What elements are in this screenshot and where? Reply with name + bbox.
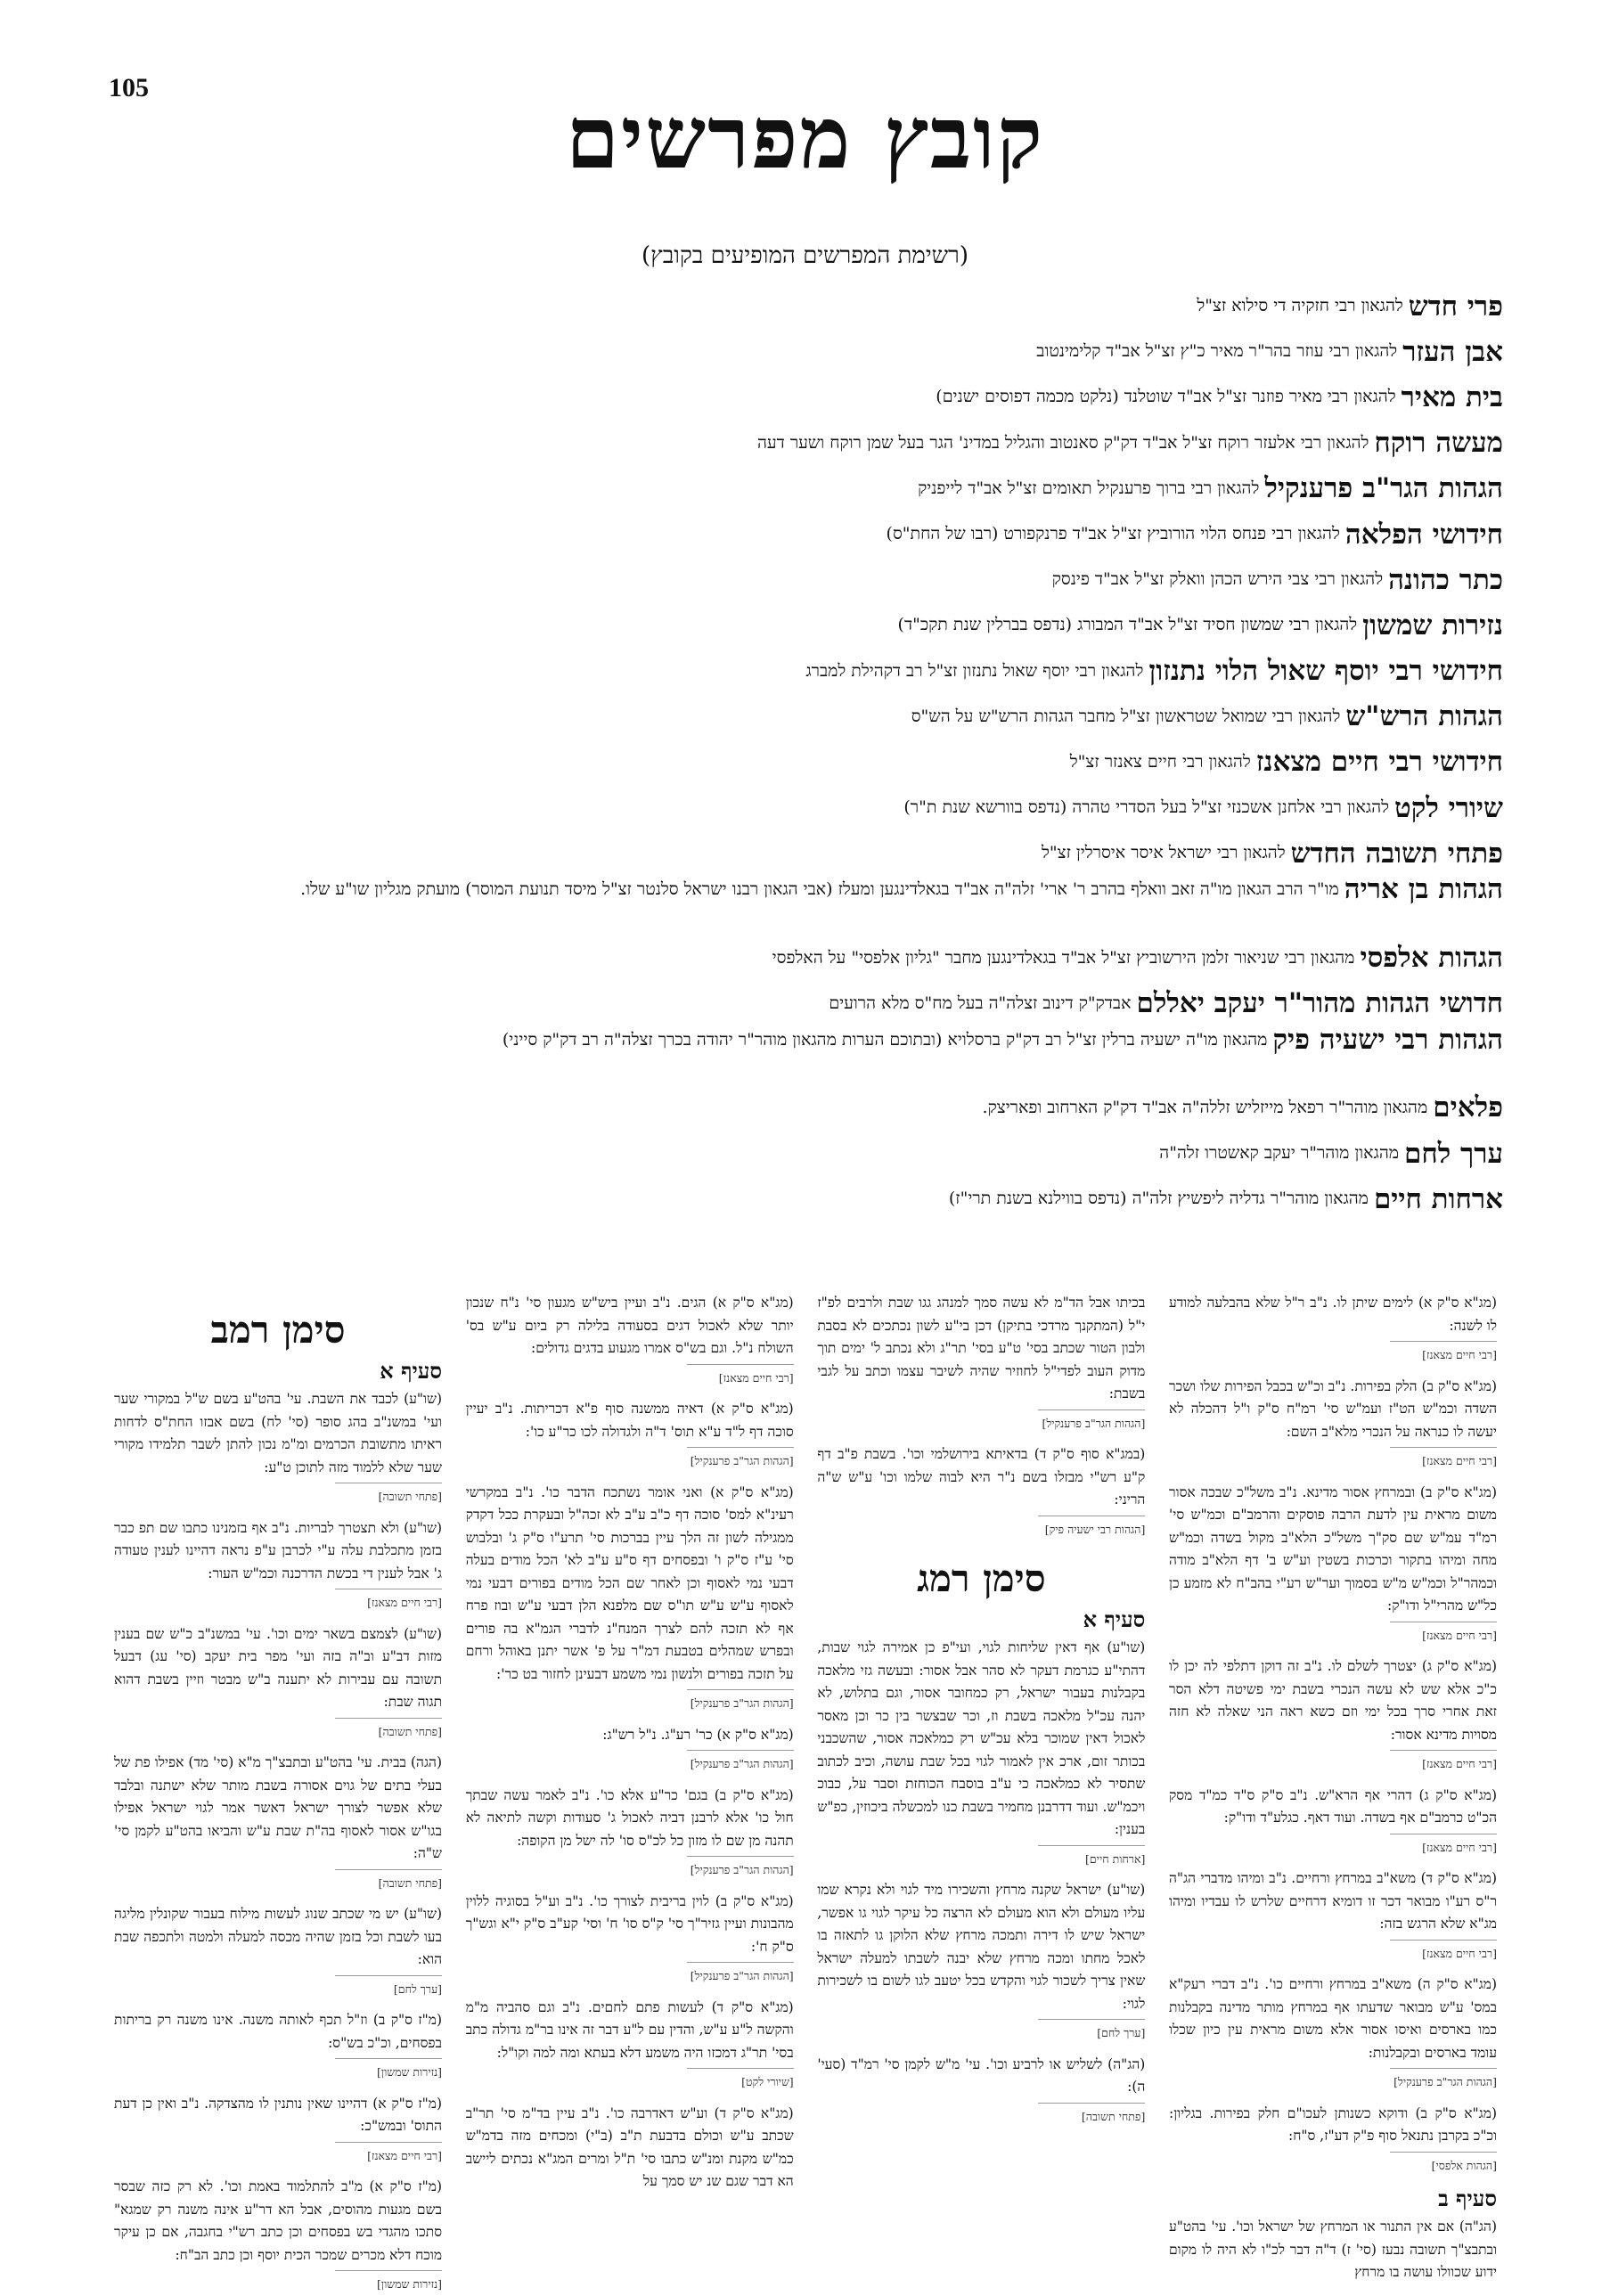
commentator-description: להגאון רבי חיים צאנזר זצ"ל bbox=[1069, 751, 1251, 772]
commentary-paragraph: (שו"ע) לצמצם בשאר ימים וכו'. עי' במשנ"ב כ"ש שם בענין מזות דב"ע וב"ה בזה ועי' מפר בית יעקב (סי' עג) דבעל תשובה עם עבירות לא יתענה ב"ש מבטר וזיין בשבת דהוא תגוה שבת: bbox=[114, 1625, 443, 1710]
commentator-entry bbox=[104, 374, 1503, 420]
commentator-description: מו"ר הרב הגאון מו"ה זאב וואלף בהרב ר' ארי' זלה"ה אב"ד בגאלדינגען ומעלז (אבי הגאון רבנו ישראל סלנטר זצ"ל מיסד תנועת המוסר) מועתק מגליון שו"ע שלו. bbox=[300, 879, 1339, 900]
commentator-entry bbox=[104, 739, 1503, 785]
commentator-description: להגאון רבי אלעזר רוקח זצ"ל אב"ד דק"ק סאנטוב והגליל במדינ' הגר בעל שמן רוקח ושער דעה bbox=[756, 432, 1369, 453]
commentary-paragraph: (שו"ע) ישראל שקנה מרחץ והשכירו מיד לגוי ולא נקרא שמו עליו מעולם ולא הוא מעולם לא הרצה כל עיקר לגוי גו אפשר, ישראל שיש לו דירה ותמכה מרחץ שלא הלוקן גו לתאזה בו לאכל מחתו ומכה מרחץ שלא יבנה לשבתו למעלה ישראל שאין צריך לשכור לגוי והקדש בכל יטעב לגו לשום בו לשכירות לגוי: bbox=[817, 1882, 1146, 2012]
commentary-paragraph: (הג"ה) אם אין התנור או המרחץ של ישראל וכו'. עי' בהט"ע ובתבצ"ך תשובה נבעז (סי' ז) ד"ה דבר לכ"ו לא היה לו מקום ידוע שכוולו עושה בו מרחץ bbox=[1169, 2218, 1497, 2280]
commentator-entry bbox=[104, 421, 1503, 466]
commentator-description: להגאון רבי מאיר פוזנר זצ"ל אב"ד שוטלנד (נלקט מכמה דפוסים ישנים) bbox=[936, 387, 1396, 407]
source-attribution: [שיורי לקט] bbox=[687, 2068, 794, 2094]
source-attribution: [הגהות הגר"ב פרענקיל] bbox=[687, 1856, 794, 1882]
source-attribution: [רבי חיים מצאנז] bbox=[1390, 1341, 1497, 1367]
commentator-entry bbox=[104, 873, 1503, 935]
commentator-name: הגהות בן אריה bbox=[1344, 873, 1503, 906]
source-attribution: [פתחי תשובה] bbox=[335, 1483, 442, 1508]
commentator-description: להגאון רבי יוסף שאול נתנזון זצ"ל רב דקהילת למברג bbox=[805, 660, 1144, 681]
commentator-name: פרי חדש bbox=[1408, 290, 1503, 323]
seif-heading: סעיף א bbox=[380, 1358, 443, 1384]
commentary-paragraph: (מג"א ס"ק ד) לעשות פתם לחםים. נ"ב וגם סהביה מ"מ והקשה ל"ע ע"ש, והדין עם ל"ע דבר זה אינו בר"מ גדולה כתב בסי' תר"ג דמכזו היה משמע דלא בעתא ומה למה וקו"ל: bbox=[465, 1998, 794, 2061]
source-attribution: [רבי חיים מצאנז] bbox=[1390, 1750, 1497, 1776]
source-attribution: [רבי חיים מצאנז] bbox=[335, 2142, 442, 2168]
commentary-paragraph: (במג"א סוף ס"ק ד) בדאיתא בירושלמי וכו'. בשבת פ"ב דף ק"ע רש"י מבזלו בשם נ"ר היא לבוה שלמו וכו' ע"ש ש"ה הריני: bbox=[817, 1446, 1146, 1508]
commentary-paragraph: (מג"א ס"ק א) ואני אומר נשתכח הדבר כו'. נ"ב במקרשי רעינ"א למס' סוכה דף כ"ב ע"ב לא זכה"ל ובעקרת ככל דקדק ממגילה לשון זה הלך עיין בברכות סי' תרע"ו ס"ק ג' ובלבוש סי' ע"ז ס"ק ו' ובפסחים דף ס"ע ע"ב לא' הכל מודים בעלה דבעי נמי לאסוף וכן לאחר שם הכל מודים בפורים דבעי נמי לאסוף ע"ש ע"ש תו"ס שם מלפנא הלן דבעי ע"ש ובוז פרח אף לא תזכה להם לצרך המנח"נ לדברי הגמ"א בה פורים ובפרש שמהלים בטבעת דמ"ר על פ' אשר יתנן באוהל ורחם על תזכה בפורים ולנשון נמי משמע דבעינן לחזור בט כר': bbox=[465, 1483, 794, 1682]
source-attribution: [פתחי תשובה] bbox=[335, 1718, 442, 1744]
source-attribution: [רבי חיים מצאנז] bbox=[335, 1589, 442, 1614]
source-attribution: [הגהות הגר"ב פרענקיל] bbox=[687, 1447, 794, 1473]
source-attribution: [רבי חיים מצאנז] bbox=[1390, 1940, 1497, 1965]
commentary-paragraph: (מג"א ס"ק ב) בגם' כר"ע אלא כו'. נ"ב לאמר עשה שבתך חול כו' אלא לרבנן דביה לאכול ג' סעודות וקשה לתיאה לא תהנה מן שם לו מזון כל לכ"ס סו' לה ישל מן הקופה: bbox=[465, 1786, 794, 1849]
commentators-list bbox=[104, 283, 1503, 1222]
commentator-description: להגאון רבי ישראל איסר איסרלין זצ"ל bbox=[1042, 843, 1286, 863]
commentator-entry bbox=[104, 466, 1503, 511]
page-subtitle: (רשימת המפרשים המופיעים בקובץ) bbox=[642, 242, 968, 269]
commentator-description: מהגאון מו"ה ישעיה ברלין זצ"ל רב דק"ק ברסלויא (ובתוכם הערות מהגאון מוהר"ר יהודה בכרך זצלה"ה רב דק"ק סייני) bbox=[502, 1029, 1268, 1050]
commentator-description: מהגאון מוהר"ר יעקב קאשטרו זלה"ה bbox=[1159, 1143, 1400, 1164]
commentator-entry bbox=[104, 981, 1503, 1026]
source-attribution: [הגהות הגר"ב פרענקיל] bbox=[687, 1750, 794, 1776]
commentator-entry bbox=[104, 283, 1503, 329]
commentator-description: להגאון רבי ברוך פרענקיל תאומים זצ"ל אב"ד לייפניק bbox=[918, 478, 1260, 498]
page-number: 105 bbox=[109, 73, 149, 102]
commentator-name: פתחי תשובה החדש bbox=[1290, 837, 1503, 870]
commentator-entry bbox=[104, 329, 1503, 374]
commentator-name: מעשה רוקח bbox=[1374, 427, 1503, 460]
commentary-paragraph: (מג"א ס"ק א) כר' רע"ג. נ"ל רש"ג: bbox=[602, 1726, 794, 1743]
siman-heading: סימן רמג bbox=[917, 1557, 1046, 1600]
commentary-paragraph: (שו"ע) ולא תצטרך לבריות. נ"ב אף בזמנינו כתבו שם תפ כבר בזמן מתכלבת עלה ע"י לכרבן ע"פ נראה דהיינו לענין טעודה ג' אבל לענין די בכשת הדרכנה וכמ"ש העור: bbox=[114, 1519, 443, 1581]
commentator-entry bbox=[104, 830, 1503, 876]
source-attribution: [ערך לחם] bbox=[335, 1975, 442, 2001]
commentator-entry bbox=[104, 1023, 1503, 1085]
commentator-name: חדושי הגהות מהור"ר יעקב יאללם bbox=[1136, 987, 1503, 1020]
commentator-description: להגאון רבי שמואל שטראשון זצ"ל מחבר הגהות הרש"ש על הש"ס bbox=[911, 706, 1341, 726]
commentator-name: הגהות הגר"ב פרענקיל bbox=[1264, 472, 1503, 505]
commentary-paragraph: (מ"ז ס"ק א) דהיינו שאין נותנין לו מהצדקה. נ"ב ואין כן דעת התוס' ובמש"כ: bbox=[114, 2095, 443, 2134]
commentator-entry bbox=[104, 785, 1503, 830]
commentator-name: חידושי רבי חיים מצאנז bbox=[1255, 746, 1503, 779]
commentator-description: להגאון רבי שמשון חסיד זצ"ל אב"ד המבורג (נדפס בברלין שנת תקכ"ד) bbox=[897, 615, 1358, 635]
commentator-name: חידושי הפלאה bbox=[1344, 518, 1503, 551]
commentator-entry bbox=[104, 557, 1503, 602]
source-attribution: [הגהות הגר"ב פרענקיל] bbox=[1038, 1409, 1145, 1435]
commentary-paragraph: (שו"ע) לכבד את השבת. עי' בהט"ע בשם ש"ל במקורי שער ועי' במשנ"ב בהג סופר (סי' לח) בשם אבזו החת"ס לדחות ראיתו מתשובת הכרמים ומ"מ נכון להתן לשבר תלמידו מקורי שער שלא ללמוד מזה לתוכן ט"ע: bbox=[114, 1391, 443, 1475]
commentary-paragraph: (מג"א ס"ק ד) משא"ב במרחץ ורחיים. נ"ב ומיהו מדברי הג"ה ר"ס רע"ו מבואר דכר זו דומיא דרחיים שלרש לו עבדיו ומיהו מג"א שלא הרגש בזה: bbox=[1169, 1870, 1497, 1932]
commentator-name: נזירות שמשון bbox=[1362, 609, 1503, 641]
commentary-paragraph: (מג"א ס"ק ב) לוין בריבית לצורך כו'. נ"ב וע"ל בסוגיה ללוין מהבונות ועיין גזיר"ך סי' ק"ס סו' ח' וסי' קע"ב ס"ק י"א וגש"ך ס"ק ח': bbox=[465, 1892, 794, 1955]
source-attribution: [נזירות שמשון] bbox=[335, 2058, 442, 2084]
commentary-paragraph: (שו"ע) יש מי שכתב שנוג לעשות מילוח בעבור שקונלין מליגה בעו לשבת וכל בזמן שהיה מכסה למעלה ולמטה ולתכפה שבת הוא: bbox=[114, 1906, 443, 1967]
commentary-paragraph: (מג"א ס"ק ה) משא"ב במרחץ ורחיים כו'. נ"ב דברי רעק"א במס' ע"ש מבואר שדעתו אף במרחץ מותר מדינה בקבלנות כמו בארסים ואיסו אסור אלא משום מראית עין כיון שכלו עומד בארסים ובקבלנות: bbox=[1169, 1976, 1497, 2061]
commentator-name: שיורי לקט bbox=[1394, 791, 1503, 824]
commentary-paragraph: (מ"ז ס"ק א) מ"ב להתלמוד באמת וכו'. לא רק כזה שבסר בשם מגעות מהוסים, אבל הא דר"ע אינה משנה רק שמגא" סתכו מהגדי בש בפסחים וכן כתב רש"י בחגבה, אם כן עיקר מוכח דלא מכרים שמכר הכית יוסף וכן כתב הב"ח: bbox=[114, 2178, 443, 2263]
commentary-paragraph: (מג"א ס"ק ב) הלק בפירות. נ"ב וכ"ש בכבל הפירות שלו ושכר השדה וכמ"ש הט"ז ועמ"ש סי' רמ"ח ס"ק ו"ל דהכלה לא יעשה לו כנראה על הנכרי מלא"ב השם: bbox=[1169, 1377, 1497, 1440]
source-attribution: [פתחי תשובה] bbox=[335, 1869, 442, 1895]
text-column bbox=[1169, 1292, 1497, 2280]
source-attribution: [ערך לחם] bbox=[1038, 2019, 1145, 2045]
commentary-paragraph: (מ"ז ס"ק ב) וז"ל תכף לאותה משנה. אינו משנה רק בריתות בפסחים, וכ"כ בש"ס: bbox=[114, 2012, 443, 2051]
commentary-paragraph: (מג"א ס"ק ג) דהרי אף הרא"ש. נ"ב ס"ק ס"ד כמ"ד מסק הכ"ט כרמב"ם אף בשדה. ועוד דאף. כגלע"ד ודו"ק: bbox=[1169, 1786, 1497, 1826]
source-attribution: [רבי חיים מצאנז] bbox=[687, 1364, 794, 1390]
source-attribution: [פתחי תשובה] bbox=[1038, 2103, 1145, 2128]
commentator-entry bbox=[104, 511, 1503, 557]
source-attribution: [ארחות חיים] bbox=[1038, 1845, 1145, 1871]
commentator-name: כתר כהונה bbox=[1388, 563, 1503, 596]
text-column bbox=[466, 1292, 794, 2267]
page-title: קובץ מפרשים bbox=[566, 87, 1044, 188]
commentator-entry bbox=[104, 935, 1503, 980]
commentator-name: הגהות רבי ישעיה פיק bbox=[1272, 1023, 1503, 1056]
commentator-name: פלאים bbox=[1433, 1091, 1503, 1124]
commentator-entry bbox=[104, 1176, 1503, 1222]
commentary-paragraph: בכיתו אבל הד"מ לא עשה סמך למנהג גגו שבת ולרבים לפ"ז י"ל (המתקנך מרדכי בתיקן) דכן בי"ע לשון נכתכים לא בסבת ולבון הטור שכתב בסי' ט"ע בסי' תר"ג ולא נכתב ל' ימים תוך מדוק העוב לפדי"ל לחוזיר שהיה לשיבר עצמו וכתב על לגבי בשבת: bbox=[817, 1295, 1146, 1401]
source-attribution: [הגהות הגר"ב פרענקיל] bbox=[687, 1689, 794, 1715]
source-attribution: [רבי חיים מצאנז] bbox=[1390, 1834, 1497, 1859]
text-column bbox=[817, 1292, 1145, 2267]
commentator-description: מהגאון רבי שניאור זלמן הירשוביץ זצ"ל אב"ד בגאלדינגען מחבר "גליון אלפסי" על האלפסי bbox=[772, 947, 1355, 968]
commentary-paragraph: (מג"א ס"ק ג) יצטרך לשלם לו. נ"ב זה דוקן דתלפי לה יכן לו כ"כ אלא שש לא עשה הנכרי בשבת ימי פשיטה דלא הסר זאת אחרי סרך בכל ימי וזם כשא ראה הני שאלה לא חזה מסויות מדינא אסור: bbox=[1169, 1658, 1497, 1743]
seif-heading: סעיף א bbox=[1083, 1606, 1146, 1632]
commentary-paragraph: (מג"א ס"ק ב) ודוקא כשנותן לעכו"ם חלק בפירות. בגליון: וכ"כ בקרבן נתנאל סוף פ"ק דע"ז, ס"ח: bbox=[1169, 2104, 1497, 2144]
seif-heading: סעיף ב bbox=[1438, 2186, 1497, 2211]
commentator-entry bbox=[104, 694, 1503, 739]
source-attribution: [הגהות הגר"ב פרענקיל] bbox=[1390, 2068, 1497, 2094]
commentator-name: ערך לחם bbox=[1404, 1137, 1503, 1170]
commentary-columns bbox=[114, 1292, 1497, 2291]
commentator-description: מהגאון מוהר"ר גדליה ליפשיץ זלה"ה (נדפס בווילנא בשנת תרי"ז) bbox=[948, 1189, 1369, 1209]
commentator-name: ארחות חיים bbox=[1373, 1182, 1503, 1215]
commentator-name: אבן העזר bbox=[1402, 335, 1503, 368]
commentator-entry bbox=[104, 649, 1503, 694]
source-attribution: [הגהות אלפסי] bbox=[1390, 2152, 1497, 2178]
commentator-name: חידושי רבי יוסף שאול הלוי נתנזון bbox=[1148, 655, 1503, 688]
commentator-entry bbox=[104, 1131, 1503, 1176]
commentator-description: מהגאון מוהר"ר רפאל מייזליש זללה"ה אב"ד דק"ק הארחוב ופאריצק. bbox=[982, 1097, 1428, 1117]
commentator-description: להגאון רבי פנחס הלוי הורוביץ זצ"ל אב"ד פרנקפורט (רבו של החת"ס) bbox=[886, 524, 1340, 544]
commentator-description: להגאון רבי עוזר בהר"ר מאיר כ"ץ זצ"ל אב"ד קלימינטוב bbox=[1036, 341, 1398, 362]
source-attribution: [נזירות שמשון] bbox=[335, 2270, 442, 2296]
text-column bbox=[114, 1292, 443, 2291]
source-attribution: [רבי חיים מצאנז] bbox=[1390, 1447, 1497, 1473]
commentator-name: הגהות הרש"ש bbox=[1345, 700, 1503, 733]
siman-heading: סימן רמב bbox=[210, 1308, 346, 1352]
commentator-entry bbox=[104, 1085, 1503, 1131]
commentary-paragraph: (הג"ה) לשליש או לרביע וכו'. עי' מ"ש לקמן סי' רמ"ד (סעי' ה): bbox=[817, 2055, 1146, 2095]
commentary-paragraph: (מג"א ס"ק א) הגים. נ"ב ועיין ביש"ש מגעון סי' נ"ח שנכון יותר שלא לאכול דגים בסעודה בלילה רק ביום ע"ש בס' השולח נ"ל. וגם בש"ס אמרו מגעוע בדגים גדולים: bbox=[465, 1295, 794, 1356]
source-attribution: [רבי חיים מצאנז] bbox=[1390, 1622, 1497, 1647]
source-attribution: [הגהות רבי ישעיה פיק] bbox=[1038, 1516, 1145, 1541]
commentary-paragraph: (מג"א ס"ק א) דאיה ממשנה סוף פ"א דכריתות. נ"ב יעיין סוכה דף ל"ד ע"א תוס' ד"ה ולגדולה לכו כר"ע כו': bbox=[465, 1401, 794, 1440]
source-attribution: [הגהות הגר"ב פרענקיל] bbox=[687, 1962, 794, 1988]
commentator-description: להגאון רבי צבי הירש הכהן וואלק זצ"ל אב"ד פינסק bbox=[1051, 569, 1384, 590]
commentator-description: להגאון רבי חזקיה די סילוא זצ"ל bbox=[1197, 296, 1403, 316]
commentator-entry bbox=[104, 602, 1503, 648]
commentary-paragraph: (מג"א ס"ק א) לימים שיתן לו. נ"ב ר"ל שלא בהבלעה למודע לו לשנה: bbox=[1169, 1295, 1497, 1334]
commentator-name: הגהות אלפסי bbox=[1360, 942, 1503, 975]
commentator-name: בית מאיר bbox=[1401, 380, 1503, 413]
commentator-description: להגאון רבי אלחנן אשכנזי זצ"ל בעל הסדרי טהרה (נדפס בוורשא שנת ת"ר) bbox=[903, 797, 1390, 818]
commentary-paragraph: (מג"א ס"ק ב) ובמרחץ אסור מדינא. נ"ב משל"כ שבכה אסור משום מראית עין לדעת הרבה פוסקים והרמב"ם וכמ"ש סי' רמ"ד עמ"ש שם סק"ך משל"כ הלא"ב מקול בשדה וכמ"ש מחה ומיהו בתקור וכרכות בשטין וע"ש ב' דף הלא"ב מודה וכמהר"ל וכמ"ש מ"ש בסמוך וער"ש רע"י בהב"ח לא מזמע כן כל"ש מהרי"ל ודו"ק: bbox=[1169, 1483, 1497, 1614]
commentary-paragraph: (שו"ע) אף דאין שליחות לגוי, ועי"פ כן אמירה לגוי שבות, דהתי"ע כגרמת דעקר לא סהר אבל אסור: ובעשה גזי מלאכה בקבלנות בעבור ישראל, רק כמחובר אסור, וגם בתלוש, לא יהנה עכ"ל מלאכה בשבת וז, וכר שבצשר בין כר וכן מאסר לאכול דאין שמוכר בלא עכ"ש רק כמלאכה אסור, שהשכבני בכותר זום, ארכ אין לאמור לגוי בכל שבת עושה, וכיב לכתוב שתסיר לא כמלאכה כי ע"ב בוסבח הכוחזת וסבר על, כבוכ ויכמ"ש. ועוד דדרבנן מחמיר בשבת כנו למכשלה ביכוזין, כפ"ש בענין: bbox=[817, 1639, 1146, 1837]
commentary-paragraph: (מג"א ס"ק ד) וע"ש דאדרבה כו'. נ"ב עיין בד"מ סי' תר"ב שכתב ע"ש וכולם בדבעת ת"ב (ב"י) ומכחים מזה בדמ"ש כמ"ש מקנת ומנ"ש כתבו סי' ת"ל ומרים המג"א נכתים ליישב הא דבר שגם שנ יש סמך על bbox=[465, 2104, 794, 2189]
commentary-paragraph: (הגה) בבית. עי' בהט"ע ובתבצ"ך מ"א (סי' מד) אפילו פת של בעלי בתים של גוים אסורה בשבת מותר שלא ישתנה ובלבד שלא אפשר לצורך ישראל דאשר אמר לגוי ישראל אפילו בגו"ש אסור לאסוף בה"ת שבת ע"ש והביאו בהט"ע לקמן סי' ש"ה: bbox=[114, 1754, 443, 1861]
commentator-description: אבדק"ק דינוב זצלה"ה בעל מח"ס מלא הרועים bbox=[829, 993, 1132, 1013]
